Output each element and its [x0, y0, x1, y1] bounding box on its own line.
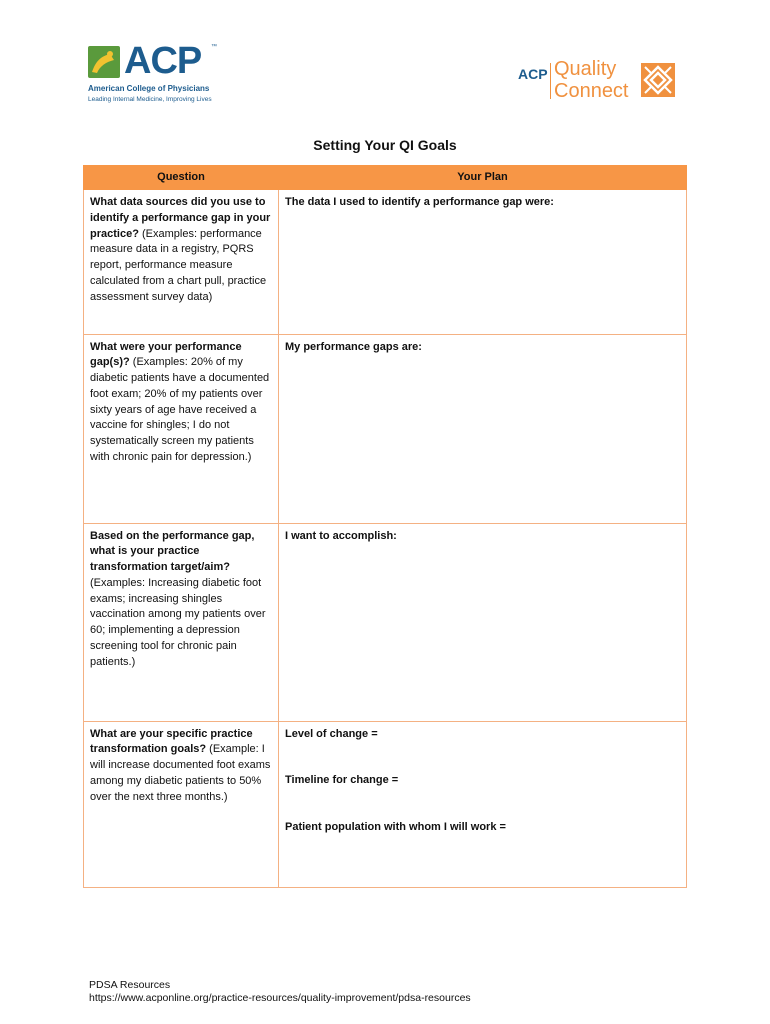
patient-population-label: Patient population with whom I will work = — [285, 821, 506, 834]
question-examples: (Examples: 20% of my diabetic patients have a documented foot exam; 20% of my patients over sixty years of age have received a vaccine for shingles; I do not systematically screen my patients with chronic pain for depression.) — [90, 356, 270, 464]
question-prompt: What data sources did you use to identify a performance gap in your practice? — [90, 196, 271, 240]
page-title: Setting Your QI Goals — [313, 137, 457, 153]
acp-logo-mark-icon — [88, 46, 120, 78]
column-header-question: Question — [84, 165, 279, 190]
level-of-change-label: Level of change = — [285, 727, 378, 740]
table-row — [84, 334, 687, 523]
footer — [89, 979, 471, 1005]
plan-cell[interactable] — [279, 721, 687, 887]
question-cell — [84, 334, 279, 523]
table-row — [84, 190, 687, 334]
plan-cell[interactable] — [279, 523, 687, 721]
table-row — [84, 523, 687, 721]
question-prompt: What are your specific practice transformation goals? — [90, 727, 253, 756]
column-header-plan: Your Plan — [279, 165, 687, 190]
acp-wordmark: ACP — [124, 40, 202, 82]
table-row — [84, 721, 687, 887]
quality-connect-line1: Quality — [554, 58, 617, 80]
quality-connect-mark-icon — [640, 62, 676, 98]
plan-cell[interactable] — [279, 334, 687, 523]
quality-connect-divider — [550, 63, 551, 99]
footer-label: PDSA Resources — [89, 979, 171, 991]
acp-tagline: Leading Internal Medicine, Improving Lives — [88, 96, 212, 103]
quality-connect-line2: Connect — [554, 80, 629, 102]
footer-url-link[interactable]: https://www.acponline.org/practice-resources/quality-improvement/pdsa-resources — [89, 992, 471, 1004]
acp-logo — [88, 40, 228, 106]
question-cell — [84, 721, 279, 887]
table-header-row — [84, 165, 687, 190]
timeline-label: Timeline for change = — [285, 774, 399, 787]
quality-connect-logo — [518, 60, 688, 106]
qi-goals-table — [83, 165, 687, 888]
plan-label: I want to accomplish: — [285, 529, 397, 542]
question-cell — [84, 523, 279, 721]
plan-cell[interactable] — [279, 190, 687, 334]
trademark-symbol: ™ — [211, 44, 217, 50]
plan-label: The data I used to identify a performance gap were: — [285, 196, 554, 208]
question-prompt: Based on the performance gap, what is your practice transformation target/aim? — [90, 529, 255, 574]
question-examples: (Examples: performance measure data in a registry, PQRS report, performance measure calculated from a chart pull, practice assessment survey data) — [90, 227, 267, 303]
question-cell — [84, 190, 279, 334]
plan-label: My performance gaps are: — [285, 340, 422, 353]
quality-connect-prefix: ACP — [518, 66, 548, 82]
question-examples: (Example: I will increase documented foot exams among my diabetic patients to 50% over the next three months.) — [90, 743, 271, 803]
question-examples: (Examples: Increasing diabetic foot exams; increasing shingles vaccination among my patients over 60; implementing a depression screening tool for chronic pain patients.) — [90, 576, 266, 668]
question-prompt: What were your performance gap(s)? — [90, 340, 242, 369]
acp-organization-name: American College of Physicians — [88, 84, 210, 93]
